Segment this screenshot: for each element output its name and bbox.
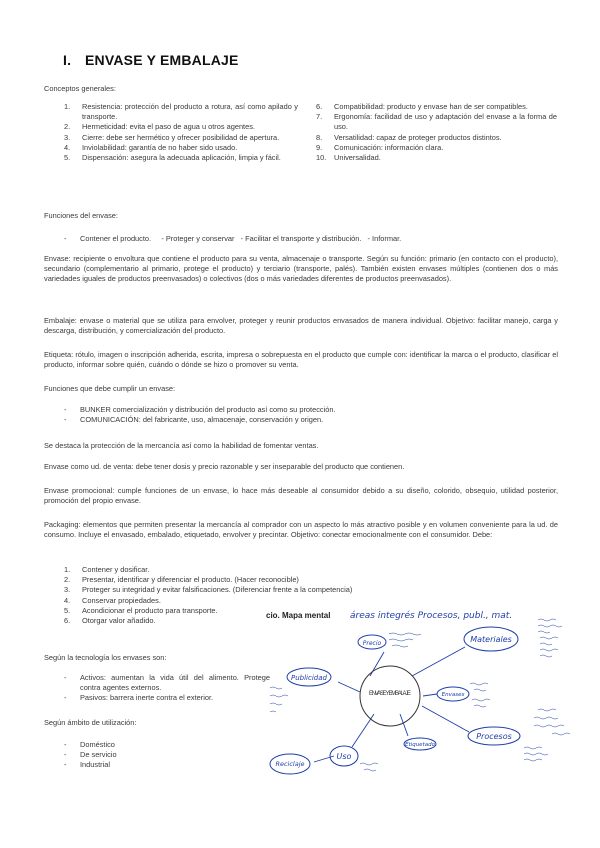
node-reciclaje: Reciclaje <box>275 760 305 768</box>
mind-map <box>262 604 592 780</box>
list-item: 8. Versatilidad: capaz de proteger productos distintos. <box>316 132 502 142</box>
list-item: - COMUNICACIÓN: del fabricante, uso, almacenaje, conservación y origen. <box>64 415 324 425</box>
list-item: - BUNKER comercialización y distribución del producto así como su protección. <box>64 405 336 414</box>
arrow-etiquetado <box>400 714 408 736</box>
list-item: - Activos: aumentan la vida útil del alimento. Protege contra agentes externos. <box>64 673 270 693</box>
arrow-envases <box>423 694 437 696</box>
conceptos-label: Conceptos generales: <box>44 84 116 93</box>
arrow-publicidad <box>338 682 360 692</box>
list-item: 10. Universalidad. <box>316 153 381 163</box>
node-precio: Precio <box>362 640 382 647</box>
list-item: 3. Proteger su integridad y evitar falsificaciones. (Diferenciar frente a la competencia) <box>64 585 353 595</box>
list-item: - Contener el producto. - Proteger y conservar - Facilitar el transporte y distribución. - Informar. <box>64 234 402 243</box>
list-item: 5. Dispensación: asegura la adecuada aplicación, limpia y fácil. <box>64 153 281 163</box>
list-item: 2. Hermeticidad: evita el paso de agua u otros agentes. <box>64 122 255 132</box>
list-item: 6. Otorgar valor añadido. <box>64 616 156 626</box>
paragraph-envase: Envase: recipiente o envoltura que contiene el producto para su venta, almacenaje o transporte. Según su función: primario (en contacto con el producto), secundario (complementario al primario, protege el producto) y terciario (transporte, palés). También existen envases múltiples (contienen dos o más variedades iguales de productos preenvasados) o colectivos (dos o más variedades diferentes de productos preenvasados). <box>44 254 558 284</box>
list-item: 5. Acondicionar el producto para transporte. <box>64 605 218 615</box>
list-item: 4. Conservar propiedades. <box>64 595 161 605</box>
tecnologia-label: Según la tecnología los envases son: <box>44 653 167 662</box>
mind-map-title: cio. Mapa mental <box>266 611 331 620</box>
list-item: - Pasivos: barrera inerte contra el exterior. <box>64 693 214 703</box>
list-item: - De servicio <box>64 750 117 760</box>
list-item: 7. Ergonomía: facilidad de uso y adaptación del envase a la forma de uso. <box>316 112 557 132</box>
conceptos-list-right <box>316 102 557 163</box>
mind-map-header-note: áreas integrés Procesos, publ., mat. <box>350 611 513 621</box>
paragraph-ud-venta: Envase como ud. de venta: debe tener dosis y precio razonable y ser inseparable del producto que contienen. <box>44 462 405 471</box>
center-label: ENVASE Y EMBALAJE <box>369 691 411 697</box>
paragraph-embalaje: Embalaje: envase o material que se utiliza para envolver, proteger y reunir productos envasados de manera individual. Objetivo: facilitar manejo, carga y descarga, distribución, y comercialización del producto. <box>44 316 558 336</box>
arrow-materiales <box>412 647 465 676</box>
node-publicidad: Publicidad <box>291 674 327 682</box>
list-item: 1. Resistencia: protección del producto a rotura, así como apilado y transporte. <box>64 102 298 122</box>
tecnologia-list <box>62 673 270 704</box>
section-number: I. <box>63 52 72 68</box>
node-uso: Uso <box>336 752 352 761</box>
paragraph-promocional: Envase promocional: cumple funciones de un envase, lo hace más deseable al consumidor debido a su diseño, colorido, obsequio, utilidad posterior, promoción del propio envase. <box>44 486 558 506</box>
list-item: 3. Cierre: debe ser hermético y ofrecer posibilidad de apertura. <box>64 132 280 142</box>
list-item: 1. Contener y dosificar. <box>64 565 150 574</box>
funciones-label: Funciones del envase: <box>44 211 118 220</box>
list-item: 2. Presentar, identificar y diferenciar el producto. (Hacer reconocible) <box>64 575 299 585</box>
node-materiales: Materiales <box>470 635 512 644</box>
paragraph-packaging: Packaging: elementos que permiten presentar la mercancía al comprador con un aspecto lo más atractivo posible y en volumen conveniente para la ud. de consumo. Incluye el envasado, embalado, etiquetado, envolver y precintar. Objetivo: conectar emocionalmente con el consumidor. Debe: <box>44 520 558 540</box>
paragraph-destaca: Se destaca la protección de la mercancía así como la habilidad de fomentar ventas. <box>44 441 319 450</box>
funciones-cumplir-label: Funciones que debe cumplir un envase: <box>44 384 176 393</box>
list-item: 9. Comunicación: información clara. <box>316 142 444 152</box>
ambito-list <box>62 740 262 771</box>
list-item: - Doméstico <box>64 740 115 749</box>
list-item: - Industrial <box>64 760 110 770</box>
list-item: 6. Compatibilidad: producto y envase han de ser compatibles. <box>316 102 528 111</box>
ambito-label: Según ámbito de utilización: <box>44 718 137 727</box>
mind-map-arrows <box>314 647 469 762</box>
conceptos-list-left <box>64 102 298 163</box>
funciones-cumplir-list <box>62 405 542 425</box>
paragraph-etiqueta: Etiqueta: rótulo, imagen o inscripción adherida, escrita, impresa o sobrepuesta en el producto que cumple con: identificar la marca o el producto, clasificar el producto, informar sobre quién, cuándo o dónde se hizo o promover su venta. <box>44 350 558 370</box>
section-heading <box>63 51 239 70</box>
node-envases: Envases <box>441 692 465 698</box>
node-etiquetado: Etiquetado <box>405 742 435 748</box>
list-item: 4. Inviolabilidad: garantía de no haber sido usado. <box>64 142 238 152</box>
section-title: ENVASE Y EMBALAJE <box>85 52 239 68</box>
funciones-list <box>62 234 562 244</box>
node-procesos: Procesos <box>476 732 512 741</box>
arrow-procesos <box>422 706 469 732</box>
